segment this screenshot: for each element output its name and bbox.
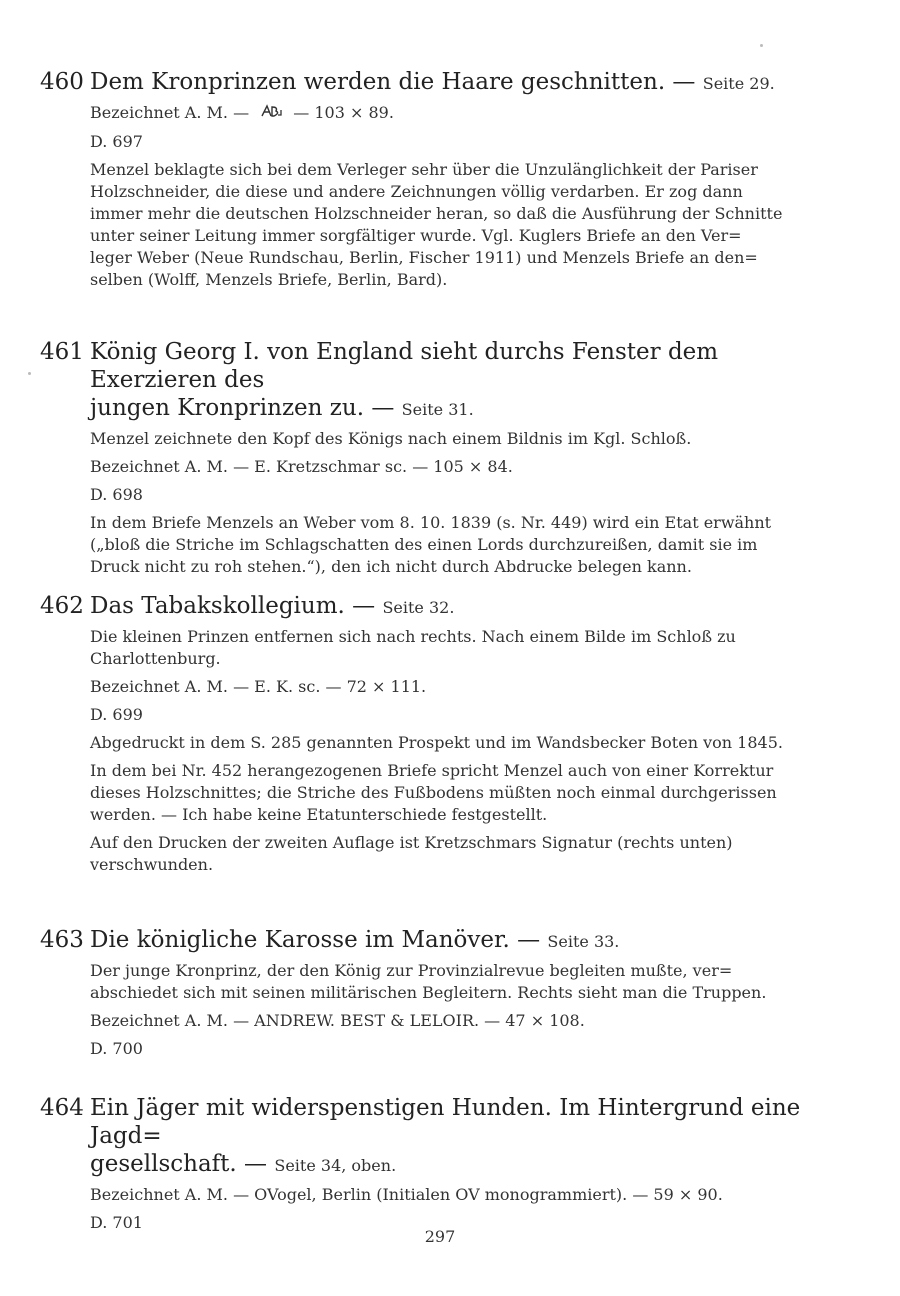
description-line: Der junge Kronprinz, der den König zur Provinzialrevue begleiten mußte, ver=	[90, 961, 733, 980]
catalog-entry-461	[40, 338, 840, 578]
paragraph-line: („bloß die Striche im Schlagschatten des einen Lords durchzureißen, damit sie im	[90, 535, 758, 554]
description-line: Menzel zeichnete den Kopf des Königs nach einem Bildnis im Kgl. Schloß.	[90, 429, 692, 448]
signature-line: Bezeichnet A. M. — E. K. sc. — 72 × 111.	[90, 677, 427, 696]
paragraph-line: In dem Briefe Menzels an Weber vom 8. 10. 1839 (s. Nr. 449) wird ein Etat erwähnt	[90, 513, 772, 532]
entry-title	[40, 68, 840, 98]
d-number: D. 698	[90, 485, 143, 504]
catalog-entry-463	[40, 926, 840, 1060]
description-line: abschiedet sich mit seinen militärischen Begleitern. Rechts sieht man die Truppen.	[90, 983, 767, 1002]
entry-title	[40, 592, 840, 622]
description-line: Charlottenburg.	[90, 649, 221, 668]
entry-number: 461	[40, 339, 84, 365]
entry-title	[40, 338, 840, 424]
paragraph-line: dieses Holzschnittes; die Striche des Fußbodens müßten noch einmal durchgerissen	[90, 783, 777, 802]
commentary-paragraph	[90, 832, 840, 876]
paragraph-line: immer mehr die deutschen Holzschneider heran, so daß die Ausführung der Schnitte	[90, 204, 783, 223]
entry-body	[40, 960, 840, 1060]
paragraph-line: leger Weber (Neue Rundschau, Berlin, Fischer 1911) und Menzels Briefe an den=	[90, 248, 758, 267]
paragraph-line: Menzel beklagte sich bei dem Verleger sehr über die Unzulänglichkeit der Pariser	[90, 160, 758, 179]
entry-number: 460	[40, 69, 84, 95]
page-reference: Seite 34, oben.	[274, 1156, 397, 1175]
monogram-icon	[260, 103, 282, 125]
entry-title-line: jungen Kronprinzen zu. —	[90, 395, 402, 421]
entry-number: 464	[40, 1095, 84, 1121]
signature-line: Bezeichnet A. M. — OVogel, Berlin (Initialen OV monogrammiert). — 59 × 90.	[90, 1185, 723, 1204]
signature-text-after: — 103 × 89.	[293, 103, 394, 122]
paragraph-line: Druck nicht zu roh stehen.“), den ich nicht durch Abdrucke belegen kann.	[90, 557, 692, 576]
d-number: D. 697	[90, 132, 143, 151]
paragraph-line: verschwunden.	[90, 855, 214, 874]
signature-line	[90, 102, 840, 125]
commentary-paragraph	[90, 760, 840, 826]
entry-title-line: Ein Jäger mit widerspenstigen Hunden. Im Hintergrund eine Jagd=	[90, 1095, 801, 1149]
entry-body	[40, 428, 840, 578]
paragraph-line: Abgedruckt in dem S. 285 genannten Prospekt und im Wandsbecker Boten von 1845.	[90, 733, 783, 752]
d-number: D. 699	[90, 705, 143, 724]
page-reference: Seite 31.	[401, 400, 474, 419]
entry-number: 462	[40, 593, 84, 619]
paragraph-line: Auf den Drucken der zweiten Auflage ist Kretzschmars Signatur (rechts unten)	[90, 833, 733, 852]
paragraph-line: Holzschneider, die diese und andere Zeichnungen völlig verdarben. Er zog dann	[90, 182, 743, 201]
paragraph-line: selben (Wolff, Menzels Briefe, Berlin, Bard).	[90, 270, 448, 289]
paragraph-line: In dem bei Nr. 452 herangezogenen Briefe spricht Menzel auch von einer Korrektur	[90, 761, 774, 780]
entry-title-line: Die königliche Karosse im Manöver. —	[90, 927, 548, 953]
entry-number: 463	[40, 927, 84, 953]
commentary-paragraph	[90, 159, 840, 291]
entry-title-line: gesellschaft. —	[90, 1151, 275, 1177]
paragraph-line: unter seiner Leitung immer sorgfältiger wurde. Vgl. Kuglers Briefe an den Ver=	[90, 226, 742, 245]
catalog-entry-464	[40, 1094, 840, 1234]
entry-title	[40, 926, 840, 956]
entry-body	[40, 626, 840, 876]
entry-title	[40, 1094, 840, 1180]
paper-speck	[760, 44, 763, 47]
signature-text-before: Bezeichnet A. M. —	[90, 103, 250, 122]
description-line: Die kleinen Prinzen entfernen sich nach rechts. Nach einem Bilde im Schloß zu	[90, 627, 736, 646]
page-reference: Seite 29.	[702, 74, 775, 93]
commentary-paragraph	[90, 732, 840, 754]
catalog-entry-460	[40, 68, 840, 291]
page-reference: Seite 33.	[547, 932, 620, 951]
catalog-entry-462	[40, 592, 840, 876]
entry-title-line: König Georg I. von England sieht durchs Fenster dem Exerzieren des	[90, 339, 719, 393]
page-number: 297	[424, 1227, 456, 1246]
signature-line: Bezeichnet A. M. — E. Kretzschmar sc. — 105 × 84.	[90, 457, 513, 476]
entry-body	[40, 102, 840, 291]
paragraph-line: werden. — Ich habe keine Etatunterschiede festgestellt.	[90, 805, 548, 824]
paper-speck	[28, 372, 31, 375]
entry-title-line: Das Tabakskollegium. —	[90, 593, 383, 619]
entry-title-line: Dem Kronprinzen werden die Haare geschnitten. —	[90, 69, 703, 95]
d-number: D. 701	[90, 1213, 143, 1232]
page-reference: Seite 32.	[382, 598, 455, 617]
d-number: D. 700	[90, 1039, 143, 1058]
signature-line: Bezeichnet A. M. — ANDREW. BEST & LELOIR. — 47 × 108.	[90, 1011, 585, 1030]
commentary-paragraph	[90, 512, 840, 578]
